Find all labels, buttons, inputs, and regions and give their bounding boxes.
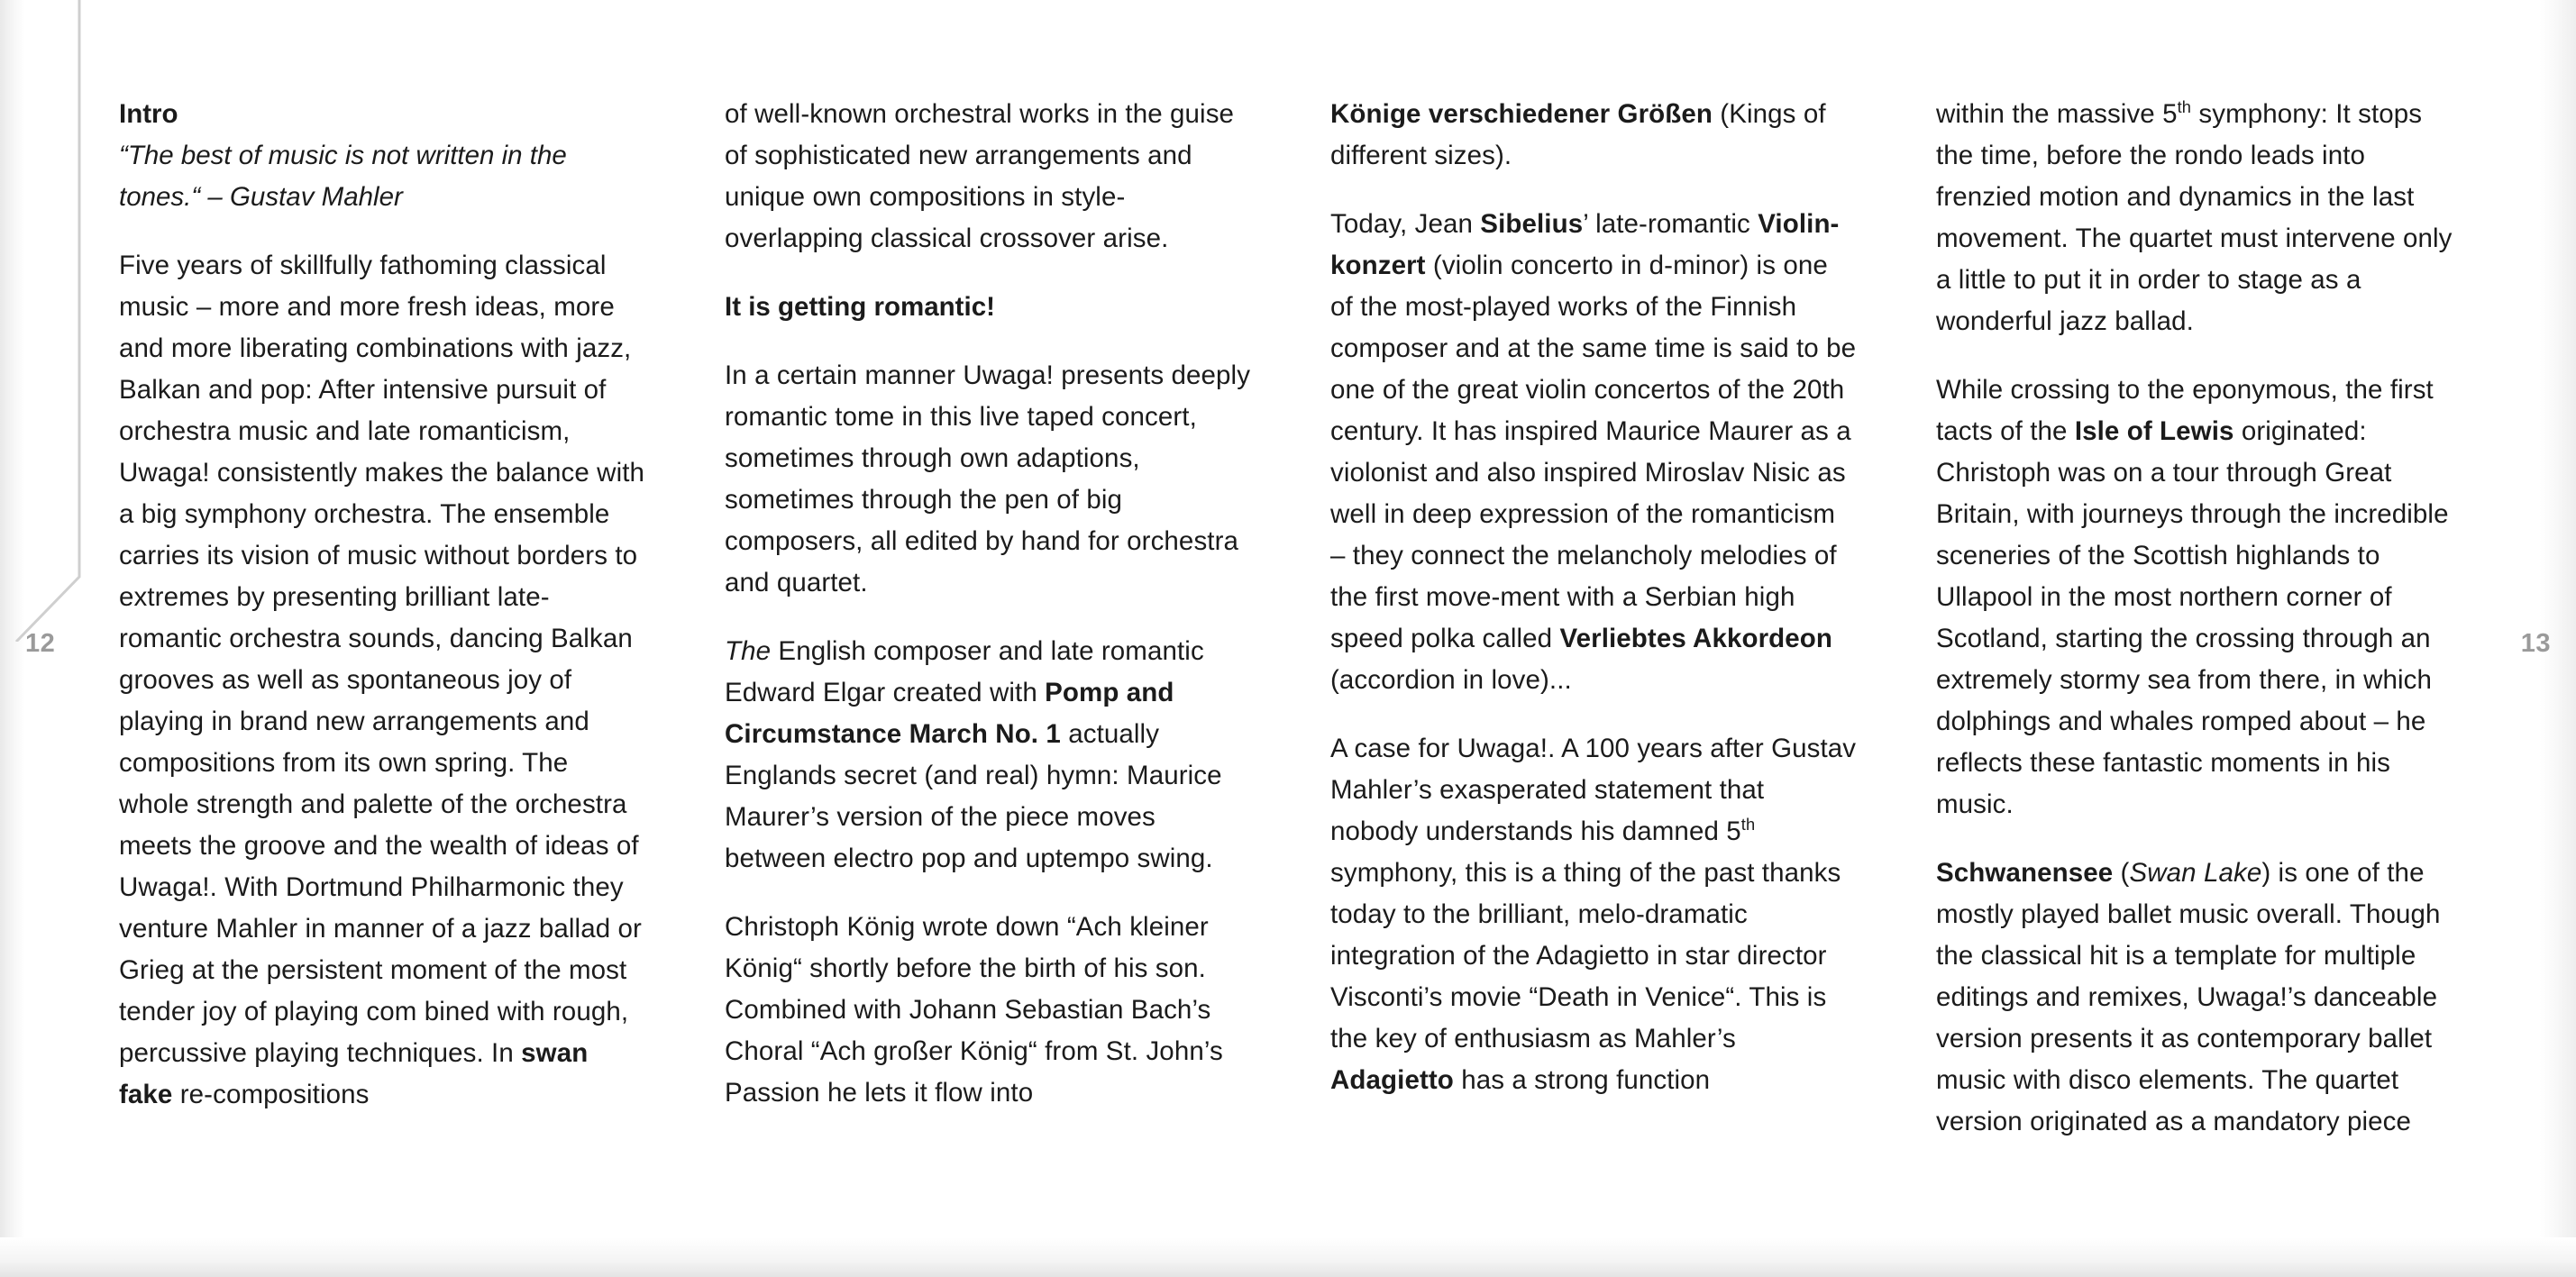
paragraph-koenig (725, 907, 1251, 1114)
run-text: Christoph König wrote down “Ach kleiner König“ shortly before the birth of his son. Combined with Johann Sebastian Bach’s Choral “Ach großer König“ from St. John’s Passion he lets it flow into (725, 912, 1223, 1108)
run-text: of well-known orchestral works in the guise of sophisticated new arrangements and unique own compositions in style-overlapping classical crossover arise. (725, 99, 1235, 253)
column-2 (725, 94, 1251, 1143)
paragraph-elgar (725, 631, 1251, 880)
paragraph-certain-manner (725, 355, 1251, 604)
paragraph-schwanensee (1936, 853, 2462, 1143)
run-text: A case for Uwaga!. A 100 years after Gustav Mahler’s exasperated statement that nobody understands his damned 5 (1330, 734, 1857, 846)
run-bold-adagietto: Adagietto (1330, 1065, 1454, 1095)
run-text: ( (2113, 858, 2130, 888)
paragraph-case-for-uwaga (1330, 728, 1857, 1101)
run-text: Today, Jean (1330, 209, 1481, 239)
page-bottom-shadow (0, 1237, 2576, 1277)
paragraph-within-symphony (1936, 94, 2462, 342)
run-text: While crossing to the eponymous, the first tacts of the (1936, 375, 2434, 446)
column-1 (119, 94, 645, 1143)
run-text: (violin concerto in d-minor) is one of the most-played works of the Finnish composer and at the same time is said to be one of the great violin concertos of the 20th century. It has inspired Maurice Maurer as a violonist and also inspired Miroslav Nisic as well in deep expression of the romanticism – they connect the melancholy melodies of the first move-ment with a Serbian high speed polka called (1330, 251, 1857, 653)
run-text: actually Englands secret (and real) hymn: Maurice Maurer’s version of the piece moves between electro pop and uptempo swing. (725, 719, 1222, 873)
run-text: (accordion in love)... (1330, 665, 1572, 695)
fold-line-icon (14, 0, 96, 642)
run-text: has a strong function (1453, 1065, 1711, 1095)
run-bold-swan-fake: swan fake (119, 1038, 589, 1109)
run-text: In a certain manner Uwaga! presents deeply romantic tome in this live taped concert, sometimes through own adaptions, sometimes through the pen of big composers, all edited by hand for orchestra and quartet. (725, 360, 1251, 597)
folio-left: 12 (25, 629, 56, 658)
run-bold-isle-of-lewis: Isle of Lewis (2074, 416, 2234, 446)
column-3 (1330, 94, 1857, 1143)
paragraph-isle-of-lewis (1936, 369, 2462, 825)
run-superscript-th: th (1740, 815, 1756, 835)
run-bold-schwanensee: Schwanensee (1936, 858, 2114, 888)
folio-right: 13 (2520, 629, 2551, 658)
run-text: ) is one of the mostly played ballet music overall. Though the classical hit is a template for multiple editings and remixes, Uwaga!’s danceable version presents it as contemporary ballet music with disco elements. The quartet version originated as a mandatory piece (1936, 858, 2441, 1136)
run-text: Five years of skillfully fathoming classical music – more and more fresh ideas, more and more liberating combinations with jazz, Balkan and pop: After intensive pursuit of orchestra music and late romanticism, Uwaga! consistently makes the balance with a big symphony orchestra. The ensemble carries its vision of music without borders to extremes by presenting brilliant late-romantic orchestra sounds, dancing Balkan grooves as well as spontaneous joy of playing in brand new arrangements and compositions from its own spring. The whole strength and palette of the orchestra meets the groove and the wealth of ideas of Uwaga!. With Dortmund Philharmonic they venture Mahler in manner of a jazz ballad or Grieg at the persistent moment of the most tender joy of playing com bined with rough, percussive playing techniques. In (119, 251, 645, 1068)
column-4 (1936, 94, 2462, 1143)
run-bold-sibelius: Sibelius (1480, 209, 1584, 239)
run-text: English composer and late romantic Edward Elgar created with (725, 636, 1204, 707)
run-italic-swan-lake: Swan Lake (2129, 858, 2262, 888)
paragraph-koenige-groessen (1330, 94, 1857, 177)
run-text: within the massive 5 (1936, 99, 2178, 129)
run-bold-verliebtes-akkordeon: Verliebtes Akkordeon (1559, 624, 1833, 653)
run-bold-pomp: Pomp and Circumstance March No. 1 (725, 678, 1174, 749)
run-bold-koenige: Könige verschiedener Größen (1330, 99, 1713, 129)
run-text: originated: Christoph was on a tour through Great Britain, with journeys through the incredible sceneries of the Scottish highlands to Ullapool in the most northern corner of Scotland, starting the crossing through an extremely stormy sea from there, in which dolphings and whales romped about – he reflects these fantastic moments in his music. (1936, 416, 2449, 819)
intro-heading: Intro (119, 99, 178, 129)
paragraph-well-known-works (725, 94, 1251, 260)
run-text: (Kings of different sizes). (1330, 99, 1826, 170)
text-columns (119, 94, 2480, 1143)
mahler-quote: “The best of music is not written in the tones.“ – Gustav Mahler (119, 141, 567, 212)
run-italic-the: The (725, 636, 772, 666)
paragraph-sibelius (1330, 204, 1857, 701)
run-bold-violinkonzert: Violin-konzert (1330, 209, 1840, 280)
run-text: re-compositions (172, 1080, 370, 1109)
run-text: ’ late-romantic (1583, 209, 1758, 239)
folded-corner-decoration (14, 0, 96, 642)
run-superscript-th: th (2177, 97, 2192, 117)
getting-romantic-heading: It is getting romantic! (725, 292, 995, 322)
run-text: symphony: It stops the time, before the rondo leads into frenzied motion and dynamics in the last movement. The quartet must intervene only a little to put it in order to stage as a wonderful jazz ballad. (1936, 99, 2453, 336)
paragraph-five-years (119, 245, 645, 1116)
run-text: symphony, this is a thing of the past thanks today to the brilliant, melo-dramatic integration of the Adagietto in star director Visconti’s movie “Death in Venice“. This is the key of enthusiasm as Mahler’s (1330, 858, 1841, 1054)
